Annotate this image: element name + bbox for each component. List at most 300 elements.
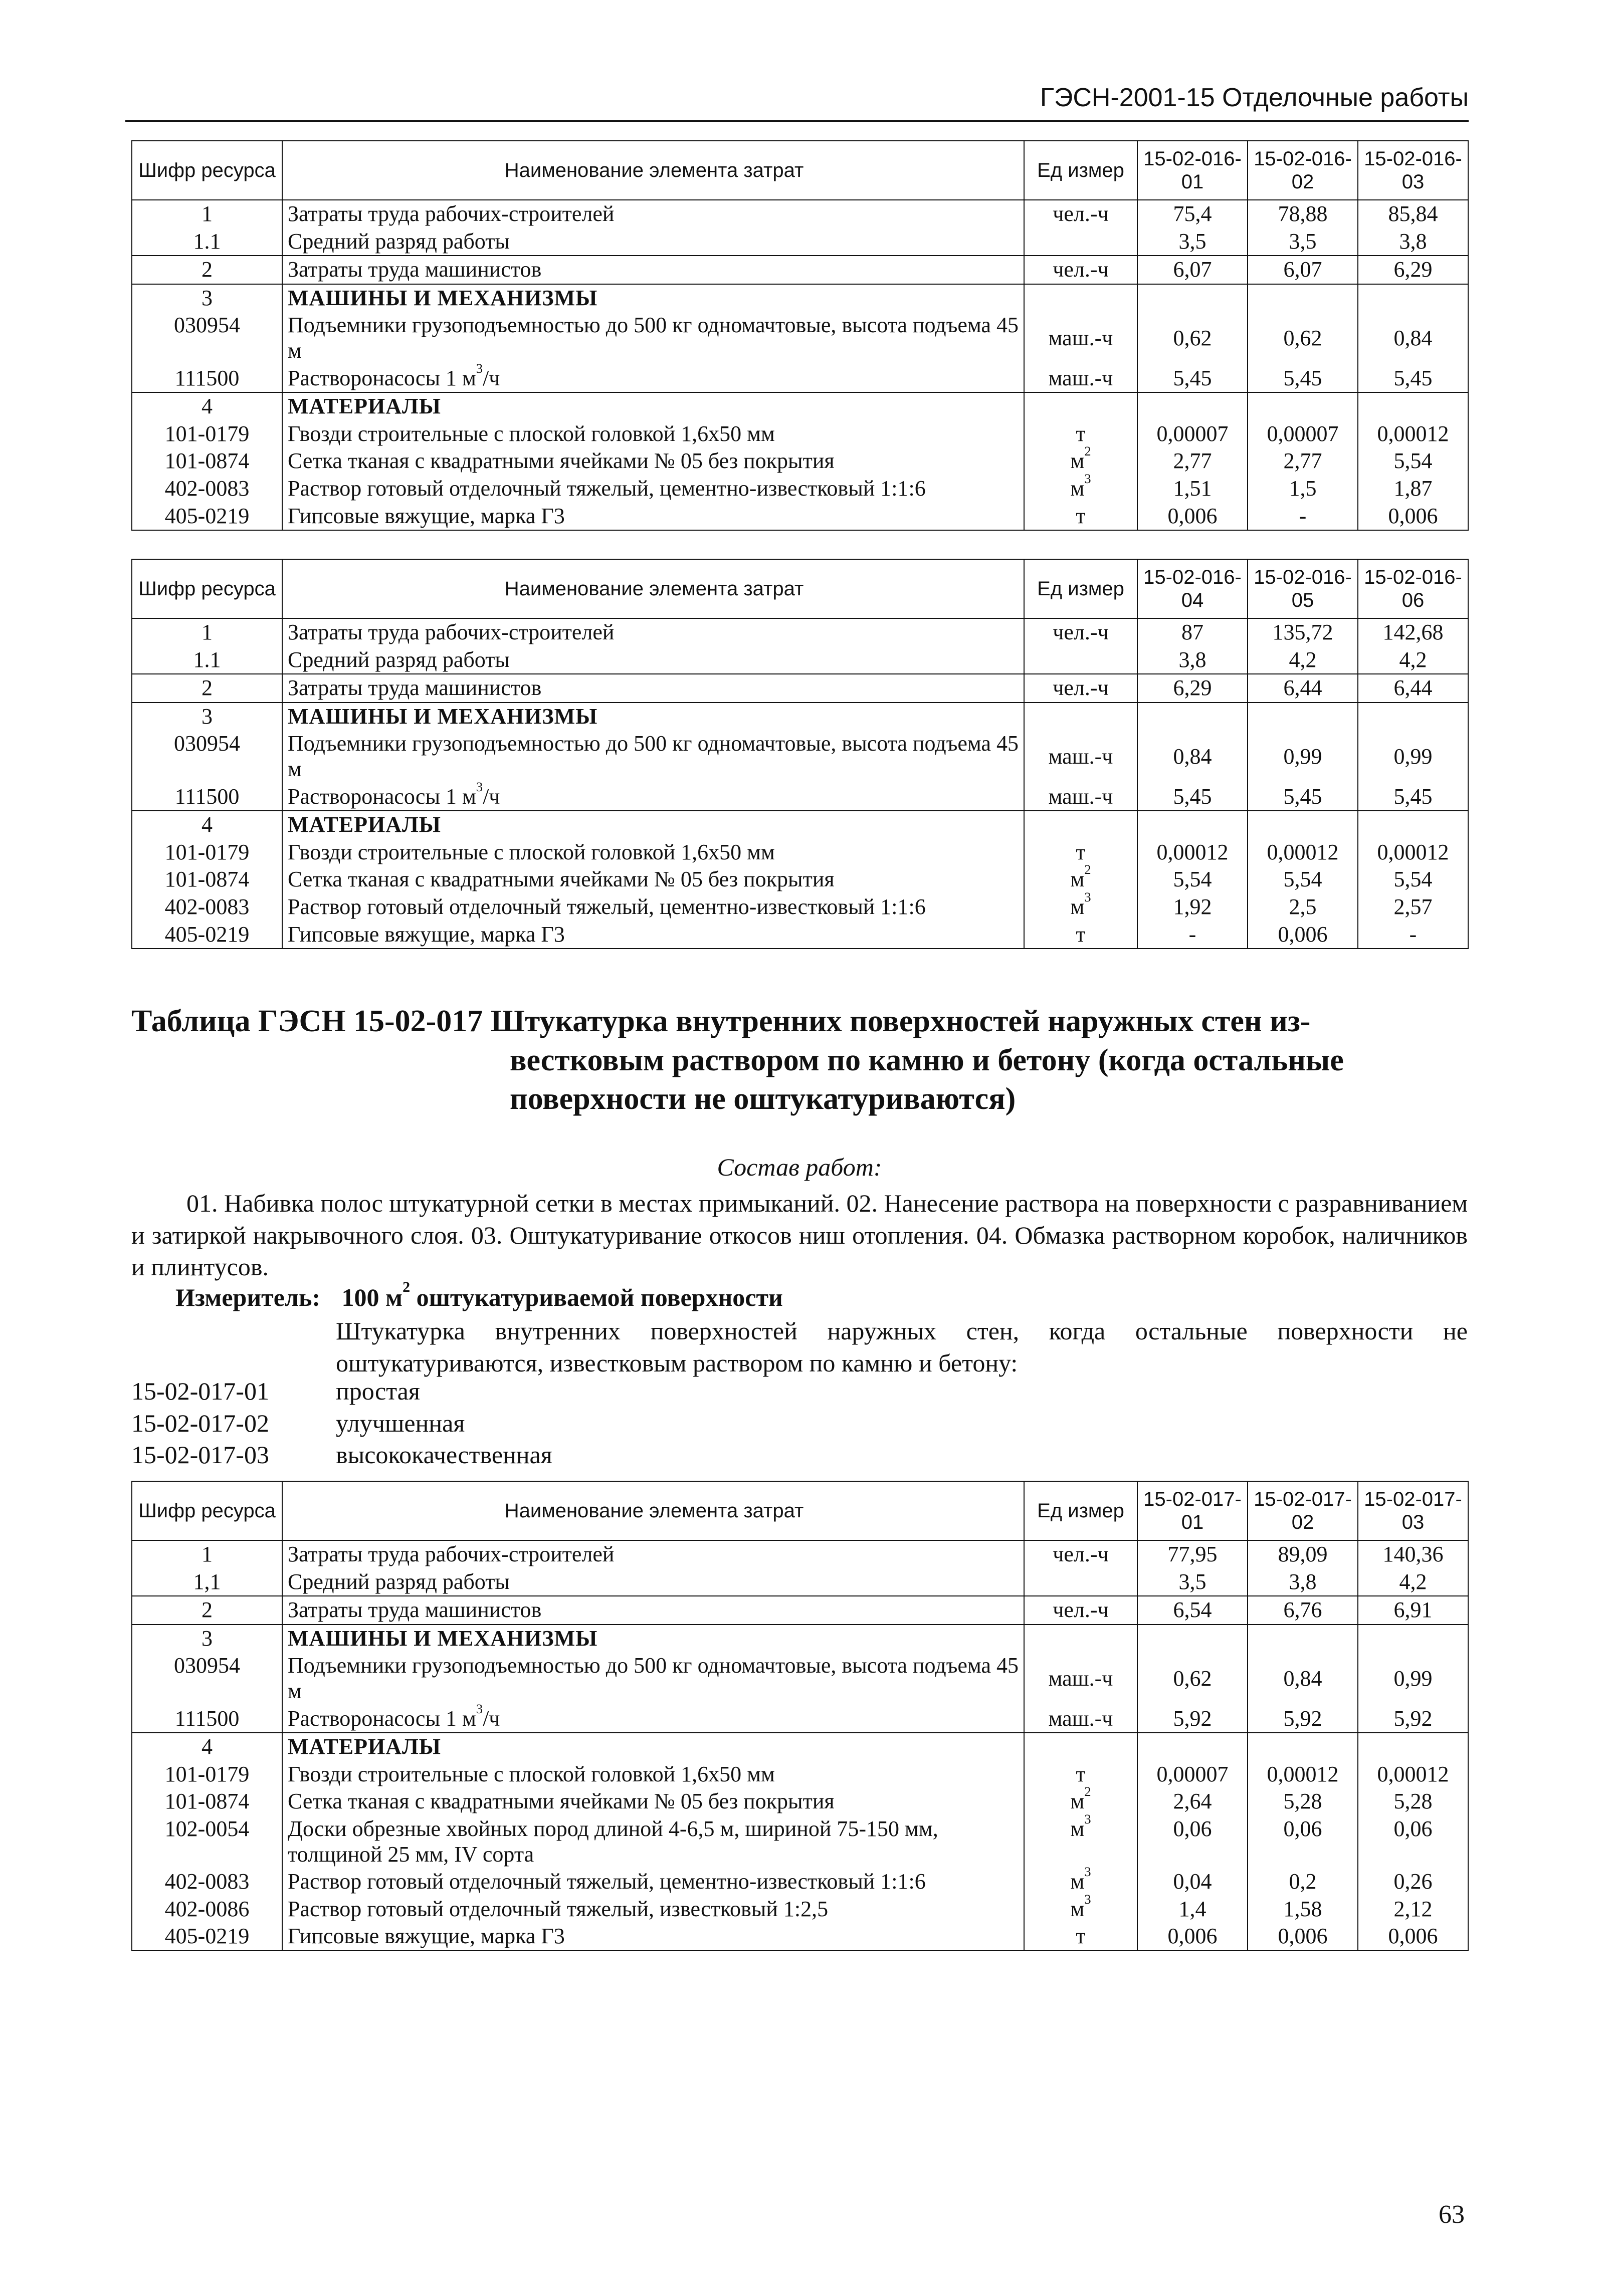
unit-text: м [1070, 1789, 1085, 1814]
norm-value: - [1248, 503, 1358, 531]
resource-code: 101-0179 [132, 420, 282, 448]
norm-value: 5,54 [1137, 866, 1248, 893]
empty-cell [1137, 1733, 1248, 1761]
norm-value: 77,95 [1137, 1540, 1248, 1568]
norm-value: 1,92 [1137, 893, 1248, 921]
norm-value: 1,5 [1248, 475, 1358, 503]
resource-code: 3 [132, 1625, 282, 1653]
resource-unit: маш.-ч [1024, 783, 1137, 811]
norm-value: 6,07 [1248, 256, 1358, 284]
superscript: 3 [1084, 1811, 1091, 1827]
resource-name: Затраты труда машинистов [282, 256, 1024, 284]
resource-unit [1024, 862, 1137, 893]
col-header-unit: Ед измер [1024, 1481, 1137, 1540]
resource-code: 3 [132, 284, 282, 312]
norm-value: 0,00012 [1358, 420, 1468, 448]
resource-name: Средний разряд работы [282, 1568, 1024, 1596]
resource-code: 4 [132, 811, 282, 839]
resource-name: Затраты труда рабочих-строителей [282, 1540, 1024, 1568]
norm-value: 0,2 [1248, 1868, 1358, 1896]
section-label: МАШИНЫ И МЕХАНИЗМЫ [282, 703, 1024, 731]
norm-value: 6,44 [1248, 674, 1358, 703]
empty-cell [1248, 1625, 1358, 1653]
resource-code: 101-0874 [132, 1788, 282, 1815]
norm-value: 6,07 [1137, 256, 1248, 284]
col-header-norm: 15-02-016-06 [1358, 559, 1468, 618]
empty-cell [1024, 1625, 1137, 1653]
table-row [132, 1705, 1468, 1733]
table-row [132, 503, 1468, 531]
table-row [132, 1596, 1468, 1625]
superscript: 3 [1084, 1891, 1091, 1907]
table-row [132, 284, 1468, 312]
norm-value: 2,77 [1248, 447, 1358, 475]
norm-value: 0,006 [1358, 503, 1468, 531]
norm-value: 5,45 [1358, 783, 1468, 811]
empty-cell [1358, 703, 1468, 731]
empty-cell [1248, 284, 1358, 312]
resource-code: 402-0083 [132, 893, 282, 921]
superscript: 3 [476, 779, 483, 794]
table-row [132, 893, 1468, 921]
resource-code: 1.1 [132, 228, 282, 256]
resource-name [282, 1701, 1024, 1733]
table-row [132, 365, 1468, 393]
resource-name: Гвозди строительные с плоской головкой 1,6х50 мм [282, 1761, 1024, 1788]
resource-unit: чел.-ч [1024, 1596, 1137, 1625]
table-row [132, 1625, 1468, 1653]
superscript: 3 [1084, 1864, 1091, 1880]
table-row [132, 703, 1468, 731]
norm-value: 0,99 [1248, 730, 1358, 783]
empty-cell [1024, 284, 1137, 312]
resource-unit [1024, 889, 1137, 921]
resource-unit [1024, 1864, 1137, 1896]
resource-name-part: Растворонасосы 1 м [288, 365, 476, 390]
table-title-line: Таблица ГЭСН 15-02-017 Штукатурка внутренних поверхностей наружных стен из- [131, 1004, 1311, 1038]
resource-code: 3 [132, 703, 282, 731]
col-header-name: Наименование элемента затрат [282, 141, 1024, 200]
resource-name: Доски обрезные хвойных пород длиной 4-6,5 м, шириной 75-150 мм, толщиной 25 мм, IV сорта [282, 1815, 1024, 1868]
resource-code: 030954 [132, 730, 282, 783]
resource-unit: т [1024, 1761, 1137, 1788]
variant-name: высококачественная [336, 1441, 552, 1469]
resource-code: 4 [132, 1733, 282, 1761]
resource-code: 101-0874 [132, 866, 282, 893]
norm-value: 4,2 [1248, 646, 1358, 674]
superscript: 3 [476, 1701, 483, 1716]
empty-cell [1024, 811, 1137, 839]
norm-value: 0,84 [1358, 312, 1468, 364]
table-row [132, 646, 1468, 674]
norm-value: 1,4 [1137, 1896, 1248, 1923]
norm-value: 0,00012 [1137, 839, 1248, 866]
resource-name: Сетка тканая с квадратными ячейками № 05 без покрытия [282, 1788, 1024, 1815]
measure-value-part: 100 м [341, 1283, 403, 1311]
resource-code: 1 [132, 618, 282, 646]
table-row [132, 1923, 1468, 1951]
norm-value: 6,54 [1137, 1596, 1248, 1625]
norm-value: 6,91 [1358, 1596, 1468, 1625]
norm-value: 0,00012 [1358, 839, 1468, 866]
table-row [132, 839, 1468, 866]
resource-code: 402-0086 [132, 1896, 282, 1923]
norm-value: 2,57 [1358, 893, 1468, 921]
norm-value: 6,76 [1248, 1596, 1358, 1625]
norm-value: 5,54 [1358, 866, 1468, 893]
resource-unit [1024, 646, 1137, 674]
table-row [132, 1568, 1468, 1596]
norm-value: 0,99 [1358, 730, 1468, 783]
resource-name: Подъемники грузоподъемностью до 500 кг одномачтовые, высота подъема 45 м [282, 1652, 1024, 1705]
resource-code: 402-0083 [132, 475, 282, 503]
variant-list [131, 1375, 552, 1471]
table-title [131, 1002, 1468, 1119]
resource-code: 2 [132, 1596, 282, 1625]
norm-value: 0,26 [1358, 1868, 1468, 1896]
norm-value: 0,62 [1137, 1652, 1248, 1705]
table-row [132, 921, 1468, 949]
resource-name: Раствор готовый отделочный тяжелый, цементно-известковый 1:1:6 [282, 475, 1024, 503]
resource-name [282, 360, 1024, 393]
superscript: 2 [1084, 862, 1091, 877]
norm-value: 5,45 [1358, 365, 1468, 393]
resource-code: 1 [132, 1540, 282, 1568]
resource-name: Раствор готовый отделочный тяжелый, известковый 1:2,5 [282, 1896, 1024, 1923]
resource-unit: т [1024, 921, 1137, 949]
norm-value: 0,006 [1248, 1923, 1358, 1951]
empty-cell [1358, 284, 1468, 312]
resource-name: Гвозди строительные с плоской головкой 1,6х50 мм [282, 839, 1024, 866]
norm-value: 3,8 [1248, 1568, 1358, 1596]
resource-unit: маш.-ч [1024, 1705, 1137, 1733]
resource-code: 4 [132, 392, 282, 420]
norm-value: 0,00007 [1137, 1761, 1248, 1788]
resource-unit: т [1024, 503, 1137, 531]
resource-name-part: Растворонасосы 1 м [288, 784, 476, 809]
resource-name: Гипсовые вяжущие, марка Г3 [282, 1923, 1024, 1951]
norm-value: 0,00012 [1358, 1761, 1468, 1788]
resource-unit [1024, 471, 1137, 503]
resource-name: Средний разряд работы [282, 228, 1024, 256]
norm-value: 4,2 [1358, 1568, 1468, 1596]
resource-unit [1024, 1784, 1137, 1815]
table-row [132, 200, 1468, 228]
resource-unit: маш.-ч [1024, 312, 1137, 364]
superscript: 2 [403, 1278, 411, 1295]
unit-text: м [1070, 1869, 1085, 1894]
table-row [132, 866, 1468, 893]
resource-unit: маш.-ч [1024, 365, 1137, 393]
norm-value: 0,006 [1137, 503, 1248, 531]
col-header-norm: 15-02-016-03 [1358, 141, 1468, 200]
table-row [132, 420, 1468, 448]
norm-value: 0,006 [1358, 1923, 1468, 1951]
norm-value: 5,45 [1137, 365, 1248, 393]
variant-name: простая [336, 1377, 420, 1405]
norm-value: 5,28 [1358, 1788, 1468, 1815]
table-row [132, 618, 1468, 646]
empty-cell [1137, 392, 1248, 420]
resource-name: Гипсовые вяжущие, марка Г3 [282, 921, 1024, 949]
empty-cell [1358, 1733, 1468, 1761]
norm-value: 3,5 [1137, 1568, 1248, 1596]
resource-unit: т [1024, 839, 1137, 866]
measure-value [341, 1278, 783, 1311]
norm-value: 4,2 [1358, 646, 1468, 674]
section-label: МАТЕРИАЛЫ [282, 811, 1024, 839]
resource-name-part: /ч [483, 1706, 500, 1731]
resource-name: Затраты труда машинистов [282, 1596, 1024, 1625]
col-header-unit: Ед измер [1024, 559, 1137, 618]
header-rule [125, 120, 1469, 122]
table-row [132, 447, 1468, 475]
norm-value: 135,72 [1248, 618, 1358, 646]
empty-cell [1248, 811, 1358, 839]
norm-value: 0,006 [1248, 921, 1358, 949]
norm-value: 0,00012 [1248, 839, 1358, 866]
norm-value: 0,62 [1137, 312, 1248, 364]
resource-code: 1.1 [132, 646, 282, 674]
empty-cell [1024, 392, 1137, 420]
section-label: МАТЕРИАЛЫ [282, 1733, 1024, 1761]
norm-value: 0,006 [1137, 1923, 1248, 1951]
variant-code: 15-02-017-03 [131, 1441, 269, 1469]
measure-line [175, 1278, 783, 1312]
unit-text: м [1070, 1896, 1085, 1921]
work-composition-heading: Состав работ: [717, 1153, 882, 1181]
table-row [132, 1815, 1468, 1868]
empty-cell [1137, 284, 1248, 312]
norm-value: 0,06 [1248, 1815, 1358, 1868]
resource-code: 1 [132, 200, 282, 228]
resource-table-3 [131, 1481, 1469, 1951]
resource-code: 111500 [132, 783, 282, 811]
resource-table-2 [131, 559, 1469, 949]
norm-value: 6,29 [1137, 674, 1248, 703]
list-item [131, 1408, 552, 1440]
resource-unit: чел.-ч [1024, 256, 1137, 284]
empty-cell [1137, 1625, 1248, 1653]
resource-name: Подъемники грузоподъемностью до 500 кг одномачтовые, высота подъема 45 м [282, 312, 1024, 364]
norm-value: 140,36 [1358, 1540, 1468, 1568]
empty-cell [1137, 811, 1248, 839]
unit-text: м [1070, 1816, 1085, 1841]
resource-unit: чел.-ч [1024, 1540, 1137, 1568]
resource-table-1 [131, 140, 1469, 531]
unit-text: м [1070, 894, 1085, 919]
norm-value: 1,87 [1358, 475, 1468, 503]
norm-value: 5,54 [1248, 866, 1358, 893]
norm-value: 0,84 [1137, 730, 1248, 783]
norm-value: 2,5 [1248, 893, 1358, 921]
superscript: 2 [1084, 443, 1091, 459]
resource-unit [1024, 228, 1137, 256]
page-number: 63 [1439, 2200, 1465, 2229]
measure-label: Измеритель: [175, 1283, 321, 1311]
section-label: МАШИНЫ И МЕХАНИЗМЫ [282, 1625, 1024, 1653]
resource-code: 405-0219 [132, 1923, 282, 1951]
table-row [132, 730, 1468, 783]
resource-code: 111500 [132, 365, 282, 393]
resource-name-part: Растворонасосы 1 м [288, 1706, 476, 1731]
superscript: 3 [1084, 889, 1091, 905]
resource-unit [1024, 1811, 1137, 1868]
col-header-code: Шифр ресурса [132, 559, 282, 618]
norm-value: 2,77 [1137, 447, 1248, 475]
col-header-norm: 15-02-016-04 [1137, 559, 1248, 618]
empty-cell [1024, 1733, 1137, 1761]
table-row [132, 1761, 1468, 1788]
norm-value: 78,88 [1248, 200, 1358, 228]
norm-value: 5,45 [1248, 365, 1358, 393]
work-composition-text: 01. Набивка полос штукатурной сетки в местах примыканий. 02. Нанесение раствора на поверхности с разравниванием и затиркой накрывочного слоя. 03. Оштукатуривание откосов ниш отопления. 04. Обмазка растворном коробок, наличников и плинтусов. [131, 1189, 1468, 1281]
unit-text: м [1070, 476, 1085, 501]
empty-cell [1248, 1733, 1358, 1761]
norm-value: 0,99 [1358, 1652, 1468, 1705]
resource-code: 101-0179 [132, 839, 282, 866]
col-header-code: Шифр ресурса [132, 141, 282, 200]
resource-name: Раствор готовый отделочный тяжелый, цементно-известковый 1:1:6 [282, 893, 1024, 921]
resource-code: 402-0083 [132, 1868, 282, 1896]
norm-value: 3,5 [1248, 228, 1358, 256]
col-header-norm: 15-02-017-02 [1248, 1481, 1358, 1540]
table-row [132, 783, 1468, 811]
superscript: 2 [1084, 1784, 1091, 1799]
resource-name: Затраты труда машинистов [282, 674, 1024, 703]
table-row [132, 1540, 1468, 1568]
empty-cell [1358, 811, 1468, 839]
norm-value: 3,5 [1137, 228, 1248, 256]
resource-name: Затраты труда рабочих-строителей [282, 200, 1024, 228]
table-row [132, 392, 1468, 420]
norm-value: 2,12 [1358, 1896, 1468, 1923]
table-row [132, 1868, 1468, 1896]
superscript: 3 [476, 360, 483, 376]
resource-code: 1,1 [132, 1568, 282, 1596]
norm-value: 0,06 [1358, 1815, 1468, 1868]
resource-name: Сетка тканая с квадратными ячейками № 05 без покрытия [282, 866, 1024, 893]
col-header-norm: 15-02-016-01 [1137, 141, 1248, 200]
norm-value: 6,44 [1358, 674, 1468, 703]
norm-value: 5,92 [1137, 1705, 1248, 1733]
table-row [132, 312, 1468, 364]
table-row [132, 674, 1468, 703]
norm-value: 2,64 [1137, 1788, 1248, 1815]
resource-code: 030954 [132, 1652, 282, 1705]
norm-value: 1,58 [1248, 1896, 1358, 1923]
norm-value: 85,84 [1358, 200, 1468, 228]
norm-value: 5,28 [1248, 1788, 1358, 1815]
list-item [131, 1375, 552, 1408]
norm-value: 1,51 [1137, 475, 1248, 503]
resource-name [282, 779, 1024, 811]
norm-value: 89,09 [1248, 1540, 1358, 1568]
norm-value: - [1137, 921, 1248, 949]
norm-value: 0,04 [1137, 1868, 1248, 1896]
table-row [132, 1788, 1468, 1815]
norm-value: 5,92 [1248, 1705, 1358, 1733]
norm-value: - [1358, 921, 1468, 949]
norm-value: 0,62 [1248, 312, 1358, 364]
list-item [131, 1439, 552, 1471]
table-row [132, 811, 1468, 839]
table-row [132, 1652, 1468, 1705]
measure-value-part: оштукатуриваемой поверхности [410, 1283, 783, 1311]
resource-name: Гвозди строительные с плоской головкой 1,6х50 мм [282, 420, 1024, 448]
resource-unit: маш.-ч [1024, 730, 1137, 783]
col-header-name: Наименование элемента затрат [282, 1481, 1024, 1540]
resource-unit: т [1024, 420, 1137, 448]
resource-code: 101-0874 [132, 447, 282, 475]
resource-unit [1024, 1568, 1137, 1596]
resource-unit: чел.-ч [1024, 618, 1137, 646]
norm-value: 5,92 [1358, 1705, 1468, 1733]
col-header-code: Шифр ресурса [132, 1481, 282, 1540]
resource-name: Гипсовые вяжущие, марка Г3 [282, 503, 1024, 531]
resource-name: Затраты труда рабочих-строителей [282, 618, 1024, 646]
norm-value: 5,45 [1248, 783, 1358, 811]
resource-name: Средний разряд работы [282, 646, 1024, 674]
resource-name: Подъемники грузоподъемностью до 500 кг одномачтовые, высота подъема 45 м [282, 730, 1024, 783]
resource-code: 405-0219 [132, 921, 282, 949]
resource-unit: маш.-ч [1024, 1652, 1137, 1705]
col-header-name: Наименование элемента затрат [282, 559, 1024, 618]
norm-value: 0,00007 [1248, 420, 1358, 448]
norm-value: 87 [1137, 618, 1248, 646]
resource-code: 102-0054 [132, 1815, 282, 1868]
superscript: 3 [1084, 471, 1091, 487]
norm-value: 0,06 [1137, 1815, 1248, 1868]
resource-unit: чел.-ч [1024, 200, 1137, 228]
table-row [132, 256, 1468, 284]
norm-value: 3,8 [1358, 228, 1468, 256]
table-row [132, 1896, 1468, 1923]
col-header-norm: 15-02-016-02 [1248, 141, 1358, 200]
col-header-norm: 15-02-016-05 [1248, 559, 1358, 618]
table-row [132, 1733, 1468, 1761]
empty-cell [1137, 703, 1248, 731]
unit-text: м [1070, 448, 1085, 474]
empty-cell [1248, 392, 1358, 420]
resource-unit: чел.-ч [1024, 674, 1137, 703]
col-header-unit: Ед измер [1024, 141, 1137, 200]
norm-value: 5,45 [1137, 783, 1248, 811]
norm-value: 6,29 [1358, 256, 1468, 284]
variant-code: 15-02-017-02 [131, 1409, 269, 1437]
resource-code: 2 [132, 674, 282, 703]
table-row [132, 228, 1468, 256]
resource-unit [1024, 1891, 1137, 1923]
resource-unit: т [1024, 1923, 1137, 1951]
empty-cell [1024, 703, 1137, 731]
empty-cell [1358, 1625, 1468, 1653]
resource-unit [1024, 443, 1137, 475]
empty-cell [1248, 703, 1358, 731]
resource-code: 2 [132, 256, 282, 284]
resource-code: 111500 [132, 1705, 282, 1733]
resource-name-part: /ч [483, 365, 500, 390]
section-label: МАТЕРИАЛЫ [282, 392, 1024, 420]
resource-name: Сетка тканая с квадратными ячейками № 05 без покрытия [282, 447, 1024, 475]
norm-value: 5,54 [1358, 447, 1468, 475]
col-header-norm: 15-02-017-03 [1358, 1481, 1468, 1540]
norm-value: 0,00007 [1137, 420, 1248, 448]
norm-description: Штукатурка внутренних поверхностей наружных стен, когда остальные поверхности не оштукатуриваются, известковым раствором по камню и бетону: [336, 1317, 1468, 1377]
variant-name: улучшенная [336, 1409, 465, 1437]
table-row [132, 475, 1468, 503]
unit-text: м [1070, 867, 1085, 892]
